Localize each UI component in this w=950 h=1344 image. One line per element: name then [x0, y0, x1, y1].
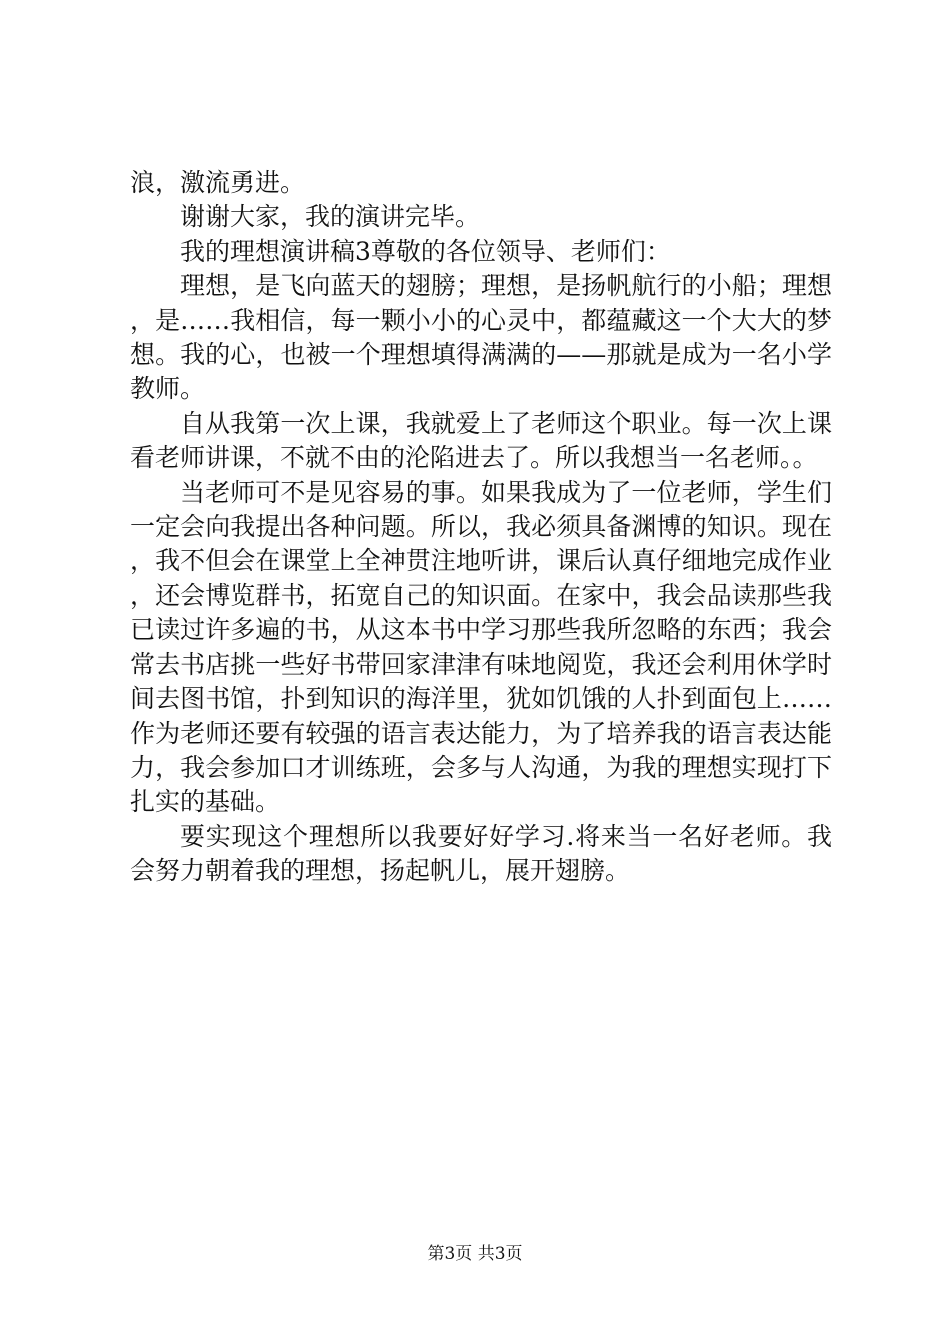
paragraph-becoming-teacher: 当老师可不是见容易的事。如果我成为了一位老师，学生们一定会向我提出各种问题。所以，我必须具备渊博的知识。现在，我不但会在课堂上全神贯注地听讲，课后认真仔细地完成作业，还会博览群书，拓宽自己的知识面。在家中，我会品读那些我已读过许多遍的书，从这本书中学习那些我所忽略的东西；我会常去书店挑一些好书带回家津津有味地阅览，我还会利用休学时间去图书馆，扑到知识的海洋里，犹如饥饿的人扑到面包上……作为老师还要有较强的语言表达能力，为了培养我的语言表达能力，我会参加口才训练班，会多与人沟通，为我的理想实现打下扎实的基础。	[130, 477, 832, 817]
paragraph-conclusion: 要实现这个理想所以我要好好学习.将来当一名好老师。我会努力朝着我的理想，扬起帆儿，展开翅膀。	[130, 821, 832, 886]
page-number-footer: 第3页 共3页	[427, 1244, 523, 1264]
paragraph-speech-title: 我的理想演讲稿3尊敬的各位领导、老师们：	[180, 236, 671, 266]
paragraph-thanks: 谢谢大家，我的演讲完毕。	[180, 202, 481, 232]
paragraph-continuation: 浪，激流勇进。	[130, 168, 306, 197]
paragraph-ideal: 理想，是飞向蓝天的翅膀；理想，是扬帆航行的小船；理想，是……我相信，每一颗小小的心灵中，都蕴藏这一个大大的梦想。我的心，也被一个理想填得满满的——那就是成为一名小学教师。	[130, 271, 832, 404]
document-body	[130, 166, 832, 889]
paragraph-first-class: 自从我第一次上课，我就爱上了老师这个职业。每一次上课看老师讲课，不就不由的沦陷进去了。所以我想当一名老师。。	[130, 408, 832, 473]
